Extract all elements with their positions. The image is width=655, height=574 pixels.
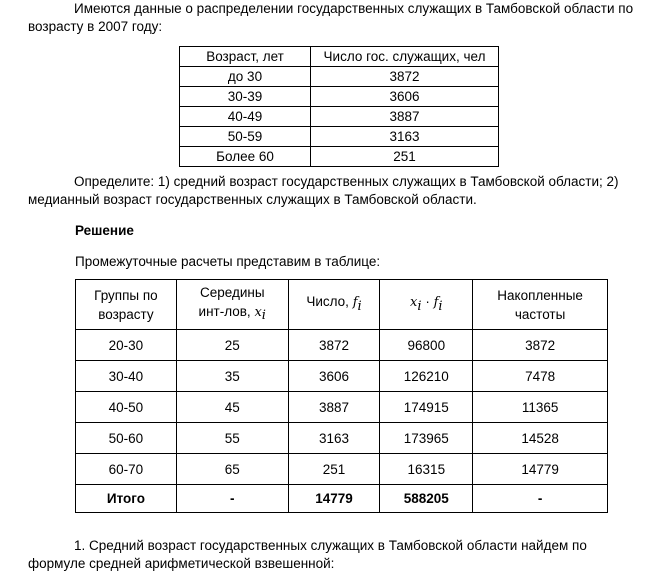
table-intro: Промежуточные расчеты представим в таблице: bbox=[75, 254, 381, 269]
calculation-table bbox=[75, 279, 608, 513]
age-cell: 40-49 bbox=[180, 107, 311, 127]
total-cumulative: - bbox=[473, 485, 608, 513]
count-cell: 3606 bbox=[311, 87, 499, 107]
table-row bbox=[76, 423, 608, 454]
table-row bbox=[180, 127, 499, 147]
age-cell: 30-39 bbox=[180, 87, 311, 107]
cumulative-cell: 7478 bbox=[473, 361, 608, 392]
frequency-cell: 251 bbox=[288, 454, 380, 485]
table-header-row bbox=[76, 280, 608, 330]
total-product: 588205 bbox=[380, 485, 473, 513]
frequency-cell: 3606 bbox=[288, 361, 380, 392]
table-row bbox=[180, 147, 499, 167]
group-cell: 30-40 bbox=[76, 361, 177, 392]
cumulative-cell: 14779 bbox=[473, 454, 608, 485]
total-row bbox=[76, 485, 608, 513]
cumulative-cell: 14528 bbox=[473, 423, 608, 454]
header-frequency: Число, $f_i$ bbox=[288, 280, 380, 330]
table-row bbox=[76, 361, 608, 392]
group-cell: 40-50 bbox=[76, 392, 177, 423]
midpoint-cell: 35 bbox=[176, 361, 288, 392]
frequency-cell: 3872 bbox=[288, 330, 380, 361]
header-midpoints: Середины инт-лов, $x_i$ bbox=[176, 280, 288, 330]
count-cell: 3163 bbox=[311, 127, 499, 147]
midpoint-cell: 65 bbox=[176, 454, 288, 485]
table-row bbox=[76, 454, 608, 485]
total-label: Итого bbox=[76, 485, 177, 513]
table-row bbox=[76, 392, 608, 423]
midpoint-cell: 55 bbox=[176, 423, 288, 454]
table-row bbox=[180, 87, 499, 107]
header-cumulative: Накопленные частоты bbox=[473, 280, 608, 330]
header-groups: Группы по возрасту bbox=[76, 280, 177, 330]
cumulative-cell: 11365 bbox=[473, 392, 608, 423]
age-cell: Более 60 bbox=[180, 147, 311, 167]
solution-heading: Решение bbox=[75, 223, 134, 238]
count-cell: 3887 bbox=[311, 107, 499, 127]
midpoint-cell: 45 bbox=[176, 392, 288, 423]
group-cell: 20-30 bbox=[76, 330, 177, 361]
count-cell: 3872 bbox=[311, 67, 499, 87]
midpoint-cell: 25 bbox=[176, 330, 288, 361]
group-cell: 60-70 bbox=[76, 454, 177, 485]
group-cell: 50-60 bbox=[76, 423, 177, 454]
age-distribution-table bbox=[179, 46, 499, 167]
header-count: Число гос. служащих, чел bbox=[311, 47, 499, 67]
frequency-cell: 3887 bbox=[288, 392, 380, 423]
product-cell: 174915 bbox=[380, 392, 473, 423]
frequency-cell: 3163 bbox=[288, 423, 380, 454]
product-cell: 16315 bbox=[380, 454, 473, 485]
header-age: Возраст, лет bbox=[180, 47, 311, 67]
total-frequency: 14779 bbox=[288, 485, 380, 513]
header-product: $x_i \cdot f_i$ bbox=[380, 280, 473, 330]
table-header-row bbox=[180, 47, 499, 67]
cumulative-cell: 3872 bbox=[473, 330, 608, 361]
total-midpoint: - bbox=[176, 485, 288, 513]
table-row bbox=[180, 67, 499, 87]
product-cell: 96800 bbox=[380, 330, 473, 361]
product-cell: 173965 bbox=[380, 423, 473, 454]
table-row bbox=[180, 107, 499, 127]
table-row bbox=[76, 330, 608, 361]
count-cell: 251 bbox=[311, 147, 499, 167]
conclusion-paragraph: 1. Средний возраст государственных служащих в Тамбовской области найдем по формуле средней арифметической взвешенной: bbox=[28, 538, 587, 571]
age-cell: до 30 bbox=[180, 67, 311, 87]
age-cell: 50-59 bbox=[180, 127, 311, 147]
intro-paragraph: Имеются данные о распределении государственных служащих в Тамбовской области по возрасту в 2007 году: bbox=[28, 1, 634, 34]
task-paragraph: Определите: 1) средний возраст государственных служащих в Тамбовской области; 2) медианный возраст государственных служащих в Тамбовской области. bbox=[28, 174, 619, 207]
product-cell: 126210 bbox=[380, 361, 473, 392]
